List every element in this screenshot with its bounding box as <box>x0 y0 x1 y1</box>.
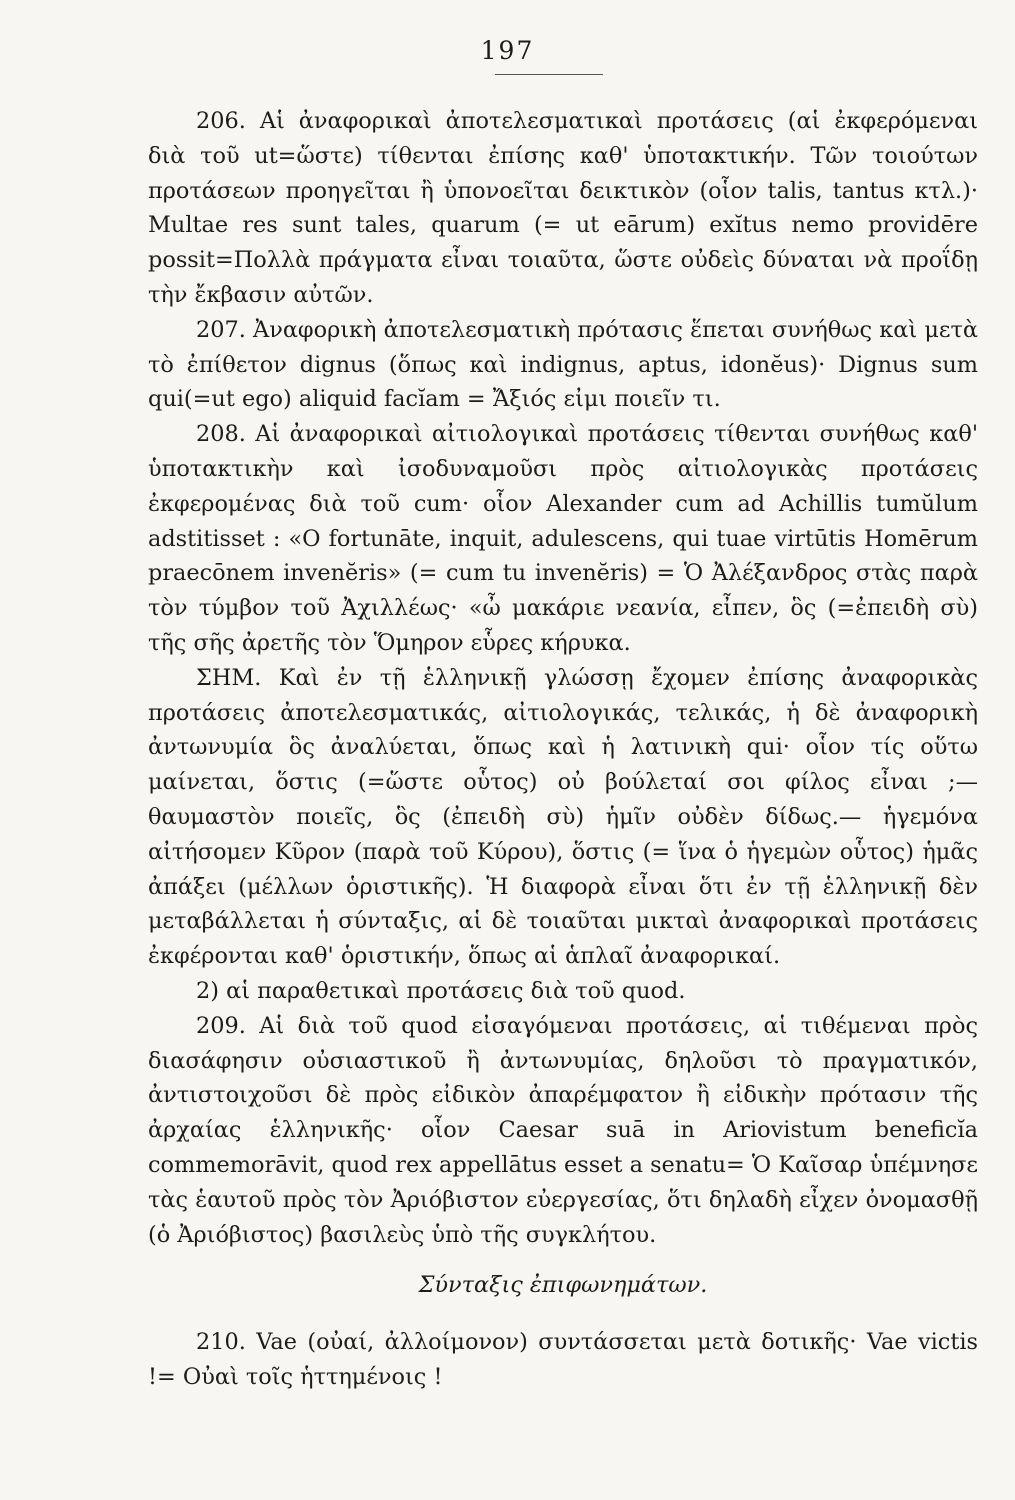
paragraph-2: 2) αἱ παραθετικαὶ προτάσεις διὰ τοῦ quod. <box>196 977 686 1004</box>
paragraph-note: ΣΗΜ. Καὶ ἐν τῇ ἑλληνικῇ γλώσσῃ ἔχομεν ἐπίσης ἀναφορικὰς προτάσεις ἀποτελεσματικάς, αἰτιολογικάς, τελικάς, ἡ δὲ ἀναφορικὴ ἀντωνυμία ὃς ἀναλύεται, ὅπως καὶ ἡ λατινικὴ qui· οἷον τίς οὕτω μαίνεται, ὅστις (=ὥστε οὗτος) οὐ βούλεταί σοι φίλος εἶναι ;—θαυμαστὸν ποιεῖς, ὃς (ἐπειδὴ σὺ) ἡμῖν οὐδὲν δίδως.— ἡγεμόνα αἰτήσομεν Κῦρον (παρὰ τοῦ Κύρου), ὅστις (= ἵνα ὁ ἡγεμὼν οὗτος) ἡμᾶς ἀπάξει (μέλλων ὁριστικῆς). Ἡ διαφορὰ εἶναι ὅτι ἐν τῇ ἑλληνικῇ δὲν μεταβάλλεται ἡ σύνταξις, αἱ δὲ τοιαῦται μικταὶ ἀναφορικαὶ προτάσεις ἐκφέρονται καθ' ὁριστικήν, ὅπως αἱ ἁπλαῖ ἀναφορικαί. <box>148 664 978 970</box>
paragraph-207: 207. Ἀναφορικὴ ἀποτελεσματικὴ πρότασις ἕπεται συνήθως καὶ μετὰ τὸ ἐπίθετον dignus (ὅπως καὶ indignus, aptus, idonĕus)· Dignus sum qui(=ut ego) aliquid facĭam = Ἄξιός εἰμι ποιεῖν τι. <box>148 316 978 413</box>
paragraph-208: 208. Αἱ ἀναφορικαὶ αἰτιολογικαὶ προτάσεις τίθενται συνήθως καθ' ὑποτακτικὴν καὶ ἰσοδυναμοῦσι πρὸς αἰτιολογικὰς προτάσεις ἐκφερομένας διὰ τοῦ cum· οἷον Alexander cum ad Achillis tumŭlum adstitisset : «O fortunāte, inquit, adulescens, qui tuae virtūtis Homērum praecōnem invenĕris» (= cum tu invenĕris) = Ὁ Ἀλέξανδρος στὰς παρὰ τὸν τύμβον τοῦ Ἀχιλλέως· «ὦ μακάριε νεανία, εἶπεν, ὃς (=ἐπειδὴ σὺ) τῆς σῆς ἀρετῆς τὸν Ὅμηρον εὗρες κήρυκα. <box>148 421 978 656</box>
paragraph-210: 210. Vae (οὐαί, ἀλλοίμονον) συντάσσεται μετὰ δοτικῆς· Vae victis != Οὐαὶ τοῖς ἡττημένοις ! <box>148 1329 978 1390</box>
page-number: 197 <box>480 36 535 65</box>
page-number-rule <box>495 74 603 75</box>
paragraph-209: 209. Αἱ διὰ τοῦ quod εἰσαγόμεναι προτάσεις, αἱ τιθέμεναι πρὸς διασάφησιν οὐσιαστικοῦ ἢ ἀντωνυμίας, δηλοῦσι τὸ πραγματικόν, ἀντιστοιχοῦσι δὲ πρὸς εἰδικὸν ἀπαρέμφατον ἢ εἰδικὴν πρότασιν τῆς ἀρχαίας ἑλληνικῆς· οἷον Caesar suā in Ariovistum beneficĭa commemorāvit, quod rex appellātus esset a senatu= Ὁ Καῖσαρ ὑπέμνησε τὰς ἑαυτοῦ πρὸς τὸν Ἀριόβιστον εὐεργεσίας, ὅτι δηλαδὴ εἶχεν ὀνομασθῇ (ὁ Ἀριόβιστος) βασιλεὺς ὑπὸ τῆς συγκλήτου. <box>148 1012 978 1248</box>
page-body <box>148 104 978 1395</box>
paragraph-206: 206. Αἱ ἀναφορικαὶ ἀποτελεσματικαὶ προτάσεις (αἱ ἐκφερόμεναι διὰ τοῦ ut=ὥστε) τίθενται ἐπίσης καθ' ὑποτακτικήν. Τῶν τοιούτων προτάσεων προηγεῖται ἢ ὑπονοεῖται δεικτικὸν (οἷον talis, tantus κτλ.)· Multae res sunt tales, quarum (= ut eārum) exĭtus nemo providēre possit=Πολλὰ πράγματα εἶναι τοιαῦτα, ὥστε οὐδεὶς δύναται νὰ προΐδῃ τὴν ἔκβασιν αὐτῶν. <box>148 108 978 308</box>
section-heading: Σύνταξις ἐπιφωνημάτων. <box>418 1272 708 1299</box>
